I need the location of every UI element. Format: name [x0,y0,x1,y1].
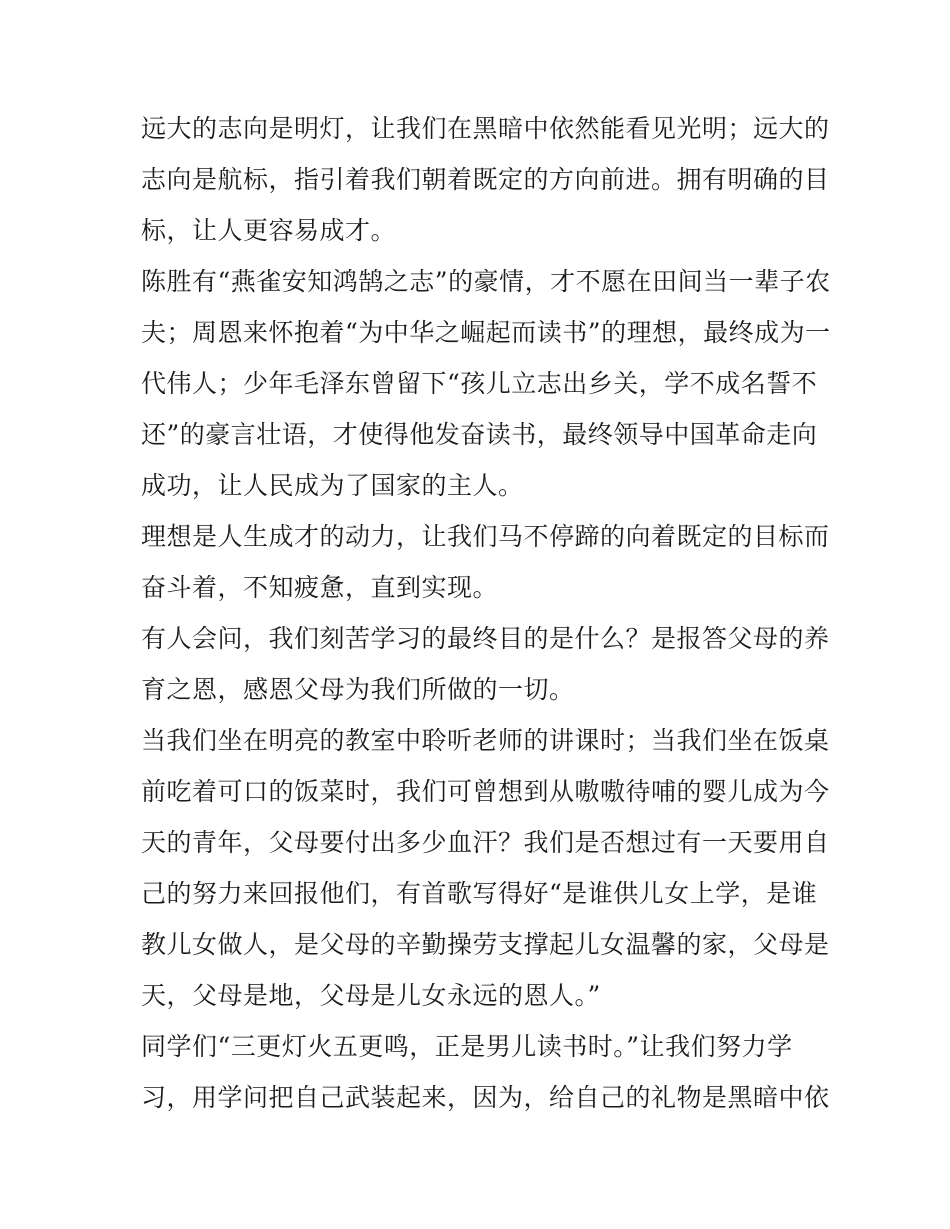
text-line: 习，用学问把自己武装起来，因为，给自己的礼物是黑暗中依 [141,1083,830,1112]
text-line: 天的青年，父母要付出多少血汗？我们是否想过有一天要用自 [141,828,830,857]
text-line: 当我们坐在明亮的教室中聆听老师的讲课时；当我们坐在饭桌 [141,726,830,755]
text-line: 标，让人更容易成才。 [141,216,397,245]
text-line: 教儿女做人，是父母的辛勤操劳支撑起儿女温馨的家，父母是 [141,930,830,959]
body-text [141,103,831,1123]
text-line: 育之恩，感恩父母为我们所做的一切。 [141,675,575,704]
text-line: 同学们“三更灯火五更鸣，正是男儿读书时。”让我们努力学 [141,1032,793,1061]
text-line: 夫；周恩来怀抱着“为中华之崛起而读书”的理想，最终成为一 [141,318,831,347]
text-line: 还”的豪言壮语，才使得他发奋读书，最终领导中国革命走向 [141,420,818,449]
text-line: 奋斗着，不知疲惫，直到实现。 [141,573,499,602]
text-line: 成功，让人民成为了国家的主人。 [141,471,524,500]
text-line: 前吃着可口的饭菜时，我们可曾想到从嗷嗷待哺的婴儿成为今 [141,777,830,806]
text-line: 远大的志向是明灯，让我们在黑暗中依然能看见光明；远大的 [141,114,830,143]
text-line: 有人会问，我们刻苦学习的最终目的是什么？是报答父母的养 [141,624,830,653]
text-line: 理想是人生成才的动力，让我们马不停蹄的向着既定的目标而 [141,522,830,551]
text-line: 代伟人；少年毛泽东曾留下“孩儿立志出乡关，学不成名誓不 [141,369,818,398]
text-line: 志向是航标，指引着我们朝着既定的方向前进。拥有明确的目 [141,165,830,194]
text-line: 陈胜有“燕雀安知鸿鹄之志”的豪情，才不愿在田间当一辈子农 [141,267,831,296]
text-line: 己的努力来回报他们，有首歌写得好“是谁供儿女上学，是谁 [141,879,818,908]
text-line: 天，父母是地，父母是儿女永远的恩人。” [141,981,601,1010]
